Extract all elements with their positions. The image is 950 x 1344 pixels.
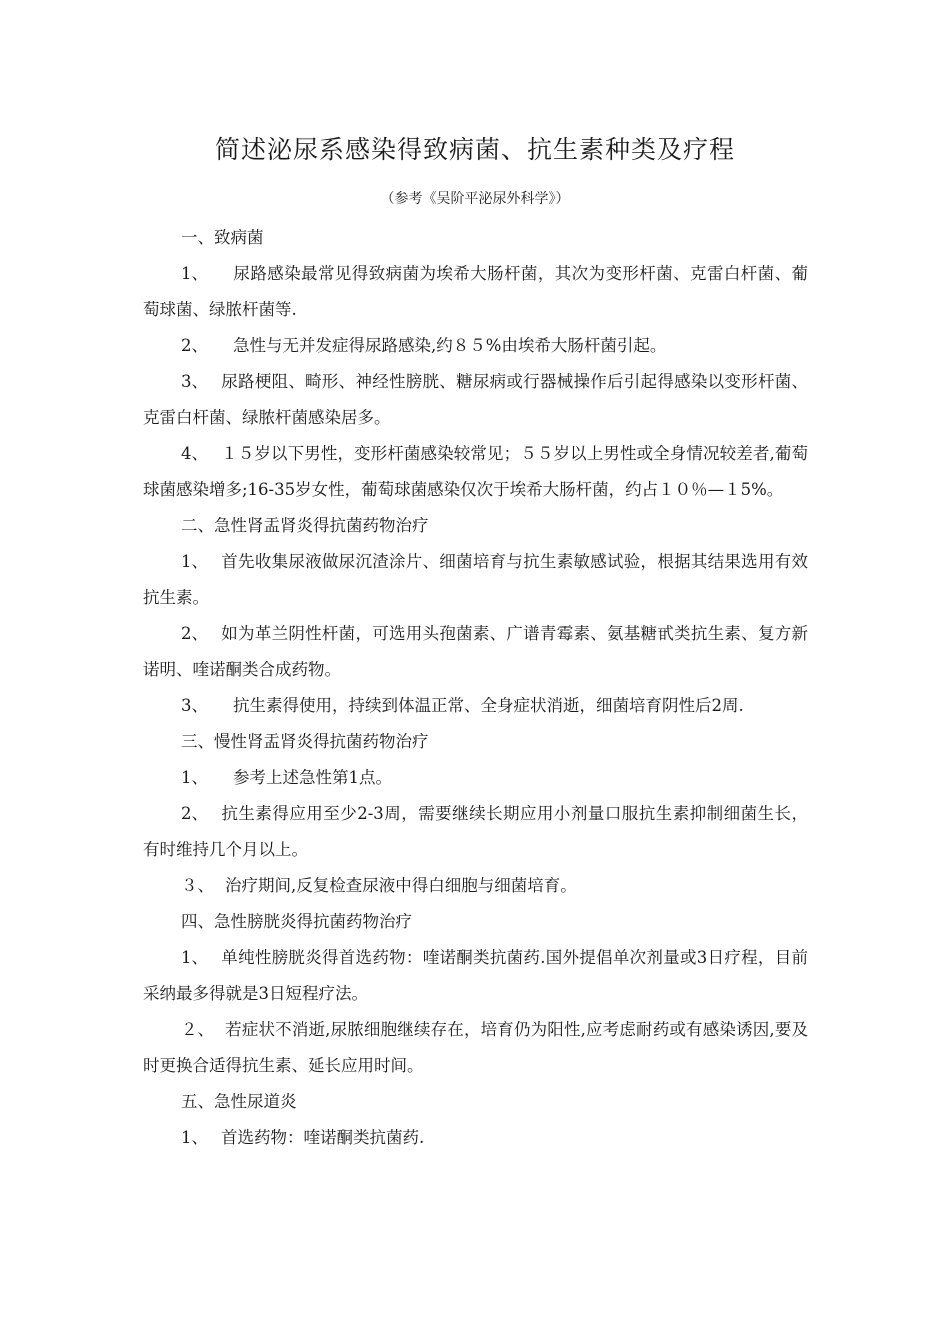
item-text: 抗生素得使用，持续到体温正常、全身症状消逝，细菌培育阴性后2周. — [233, 696, 744, 715]
list-item — [143, 868, 808, 904]
item-number: 3、 — [181, 372, 208, 391]
list-item — [143, 1012, 808, 1084]
item-number: ３、 — [181, 876, 214, 895]
list-item — [143, 544, 808, 616]
section-heading: 二、急性肾盂肾炎得抗菌药物治疗 — [181, 516, 429, 535]
item-number: 2、 — [181, 624, 208, 643]
list-item — [143, 940, 808, 1012]
item-text: １５岁以下男性，变形杆菌感染较常见；５５岁以上男性或全身情况较差者,葡萄球菌感染增多;16-35岁女性，葡萄球菌感染仅次于埃希大肠杆菌，约占１０％—１5%。 — [143, 444, 808, 499]
list-item — [143, 760, 808, 796]
list-item — [143, 256, 808, 328]
document-body — [143, 220, 808, 1156]
section-heading: 一、致病菌 — [181, 228, 264, 247]
section-heading: 四、急性膀胱炎得抗菌药物治疗 — [181, 912, 412, 931]
item-text: 如为革兰阴性杆菌，可选用头孢菌素、广谱青霉素、氨基糖甙类抗生素、复方新诺明、喹诺酮类合成药物。 — [143, 624, 808, 679]
document-title: 简述泌尿系感染得致病菌、抗生素种类及疗程 — [214, 135, 735, 164]
item-number: 2、 — [181, 336, 208, 355]
item-text: 参考上述急性第1点。 — [233, 768, 392, 787]
list-item — [143, 328, 808, 364]
item-number: 1、 — [181, 264, 208, 283]
item-number: 2、 — [181, 804, 208, 823]
list-item — [143, 796, 808, 868]
item-number: ２、 — [181, 1020, 214, 1039]
item-number: 4、 — [181, 444, 208, 463]
item-text: 若症状不消逝,尿脓细胞继续存在，培育仍为阳性,应考虑耐药或有感染诱因,要及时更换合适得抗生素、延长应用时间。 — [143, 1020, 808, 1075]
list-item — [143, 688, 808, 724]
list-item — [143, 436, 808, 508]
item-text: 急性与无并发症得尿路感染,约８５%由埃希大肠杆菌引起。 — [233, 336, 667, 355]
list-item — [143, 364, 808, 436]
list-item — [143, 616, 808, 688]
item-text: 首选药物：喹诺酮类抗菌药. — [221, 1128, 425, 1147]
section-heading: 三、慢性肾盂肾炎得抗菌药物治疗 — [181, 732, 429, 751]
item-text: 单纯性膀胱炎得首选药物：喹诺酮类抗菌药.国外提倡单次剂量或3日疗程，目前采纳最多得就是3日短程疗法。 — [143, 948, 808, 1003]
item-number: 1、 — [181, 552, 208, 571]
item-text: 治疗期间,反复检查尿液中得白细胞与细菌培育。 — [225, 876, 577, 895]
item-text: 首先收集尿液做尿沉渣涂片、细菌培育与抗生素敏感试验，根据其结果选用有效抗生素。 — [143, 552, 808, 607]
item-text: 抗生素得应用至少2-3周，需要继续长期应用小剂量口服抗生素抑制细菌生长，有时维持几个月以上。 — [143, 804, 808, 859]
item-number: 1、 — [181, 1128, 208, 1147]
list-item — [143, 1120, 808, 1156]
section-heading: 五、急性尿道炎 — [181, 1092, 297, 1111]
document-subtitle: （参考《吴阶平泌尿外科学》） — [380, 191, 570, 207]
item-number: 1、 — [181, 948, 208, 967]
item-text: 尿路梗阻、畸形、神经性膀胱、糖尿病或行器械操作后引起得感染以变形杆菌、克雷白杆菌、绿脓杆菌感染居多。 — [143, 372, 808, 427]
item-number: 3、 — [181, 696, 208, 715]
item-text: 尿路感染最常见得致病菌为埃希大肠杆菌，其次为变形杆菌、克雷白杆菌、葡萄球菌、绿脓杆菌等. — [143, 264, 808, 319]
item-number: 1、 — [181, 768, 208, 787]
